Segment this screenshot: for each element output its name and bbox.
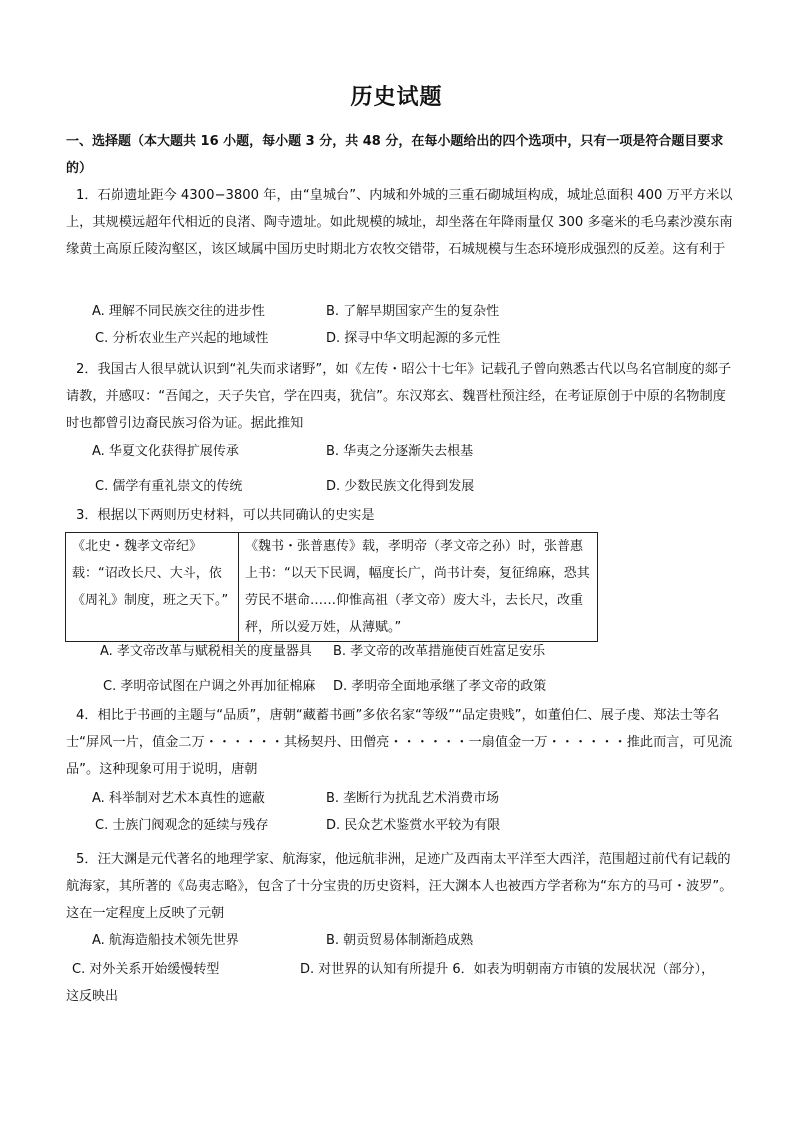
q2-option-b[interactable]: B. 华夷之分逐渐失去根基 [326, 444, 474, 459]
q2-option-d[interactable]: D. 少数民族文化得到发展 [326, 479, 475, 494]
q4-option-c[interactable]: C. 士族门阀观念的延续与残存 [95, 818, 269, 833]
source-1-cell: 《北史・魏孝文帝纪》载：“诏改长尺、大斗，依《周礼》制度，班之天下。” [66, 533, 239, 642]
question-5 [66, 846, 736, 927]
source-table [65, 532, 598, 642]
q2-option-a[interactable]: A. 华夏文化获得扩展传承 [92, 444, 239, 459]
q2-option-c[interactable]: C. 儒学有重礼崇文的传统 [95, 479, 243, 494]
question-6-continuation: 这反映出 [66, 989, 119, 1004]
q3-option-b[interactable]: B. 孝文帝的改革措施使百姓富足安乐 [333, 644, 546, 659]
q4-option-a[interactable]: A. 科举制对艺术本真性的遮蔽 [92, 791, 265, 806]
q1-option-c[interactable]: C. 分析农业生产兴起的地域性 [95, 331, 269, 346]
q1-option-d[interactable]: D. 探寻中华文明起源的多元性 [326, 331, 501, 346]
q3-option-c[interactable]: C. 孝明帝试图在户调之外再加征棉麻 [103, 679, 316, 694]
question-2-stem: 2．我国古人很早就认识到“礼失而求诸野”，如《左传・昭公十七年》记载孔子曾向熟悉古代以鸟名官制度的郯子请教，并感叹：“吾闻之，天子失官，学在四夷，犹信”。东汉郑玄、魏晋杜预注经，在考证原创于中原的名物制度时也都曾引边裔民族习俗为证。据此推知 [66, 362, 732, 431]
q1-option-a[interactable]: A. 理解不同民族交往的进步性 [92, 304, 265, 319]
q5-option-d[interactable]: D. 对世界的认知有所提升 6．如表为明朝南方市镇的发展状况（部分）， [300, 962, 715, 977]
question-1-stem: 1．石峁遗址距今 4300−3800 年，由“皇城台”、内城和外城的三重石砌城垣构成，城址总面积 400 万平方米以上，其规模远超年代相近的良渚、陶寺遗址。如此规模的城址，却坐落在年降雨量仅 300 多毫米的毛乌素沙漠东南缘黄土高原丘陵沟壑区，该区域属中国历史时期北方农牧交错带，石城规模与生态环境形成强烈的反差。这有利于 [66, 188, 733, 257]
source-2-cell: 《魏书・张普惠传》载，孝明帝（孝文帝之孙）时，张普惠上书：“以天下民调，幅度长广，尚书计奏，复征绵麻，恐其劳民不堪命……仰惟高祖（孝文帝）废大斗，去长尺，改重秤，所以爱万姓，从薄赋。” [239, 533, 598, 642]
q4-option-b[interactable]: B. 垄断行为扰乱艺术消费市场 [326, 791, 500, 806]
section-heading: 一、选择题（本大题共 16 小题，每小题 3 分，共 48 分，在每小题给出的四个选项中，只有一项是符合题目要求的） [66, 134, 724, 176]
q4-option-d[interactable]: D. 民众艺术鉴赏水平较为有限 [326, 818, 501, 833]
q1-option-b[interactable]: B. 了解早期国家产生的复杂性 [326, 304, 500, 319]
q3-option-d[interactable]: D. 孝明帝全面地承继了孝文帝的政策 [333, 679, 547, 694]
q5-option-a[interactable]: A. 航海造船技术领先世界 [92, 933, 239, 948]
question-1 [66, 182, 736, 263]
question-3 [66, 502, 736, 529]
q3-option-a[interactable]: A. 孝文帝改革与赋税相关的度量器具 [100, 644, 312, 659]
question-4 [66, 702, 736, 783]
question-3-stem: 3．根据以下两则历史材料，可以共同确认的史实是 [76, 508, 375, 523]
question-4-stem: 4．相比于书画的主题与“品质”，唐朝“藏蓄书画”多依名家“等级”“品定贵贱”，如董伯仁、展子虔、郑法士等名士“屏风一片，值金二万・・・・・・其杨契丹、田僧亮・・・・・・一扇值金一万・・・・・・推此而言，可见流品”。这种现象可用于说明，唐朝 [66, 708, 733, 777]
q5-option-c[interactable]: C. 对外关系开始缓慢转型 [72, 962, 220, 977]
question-5-stem: 5．汪大渊是元代著名的地理学家、航海家，他远航非洲，足迹广及西南太平洋至大西洋，范围超过前代有记载的航海家，其所著的《岛夷志略》，包含了十分宝贵的历史资料，汪大渊本人也被西方学者称为“东方的马可・波罗”。这在一定程度上反映了元朝 [66, 852, 733, 921]
q5-option-b[interactable]: B. 朝贡贸易体制渐趋成熟 [326, 933, 474, 948]
question-2 [66, 356, 736, 437]
page-title: 历史试题 [350, 84, 443, 110]
